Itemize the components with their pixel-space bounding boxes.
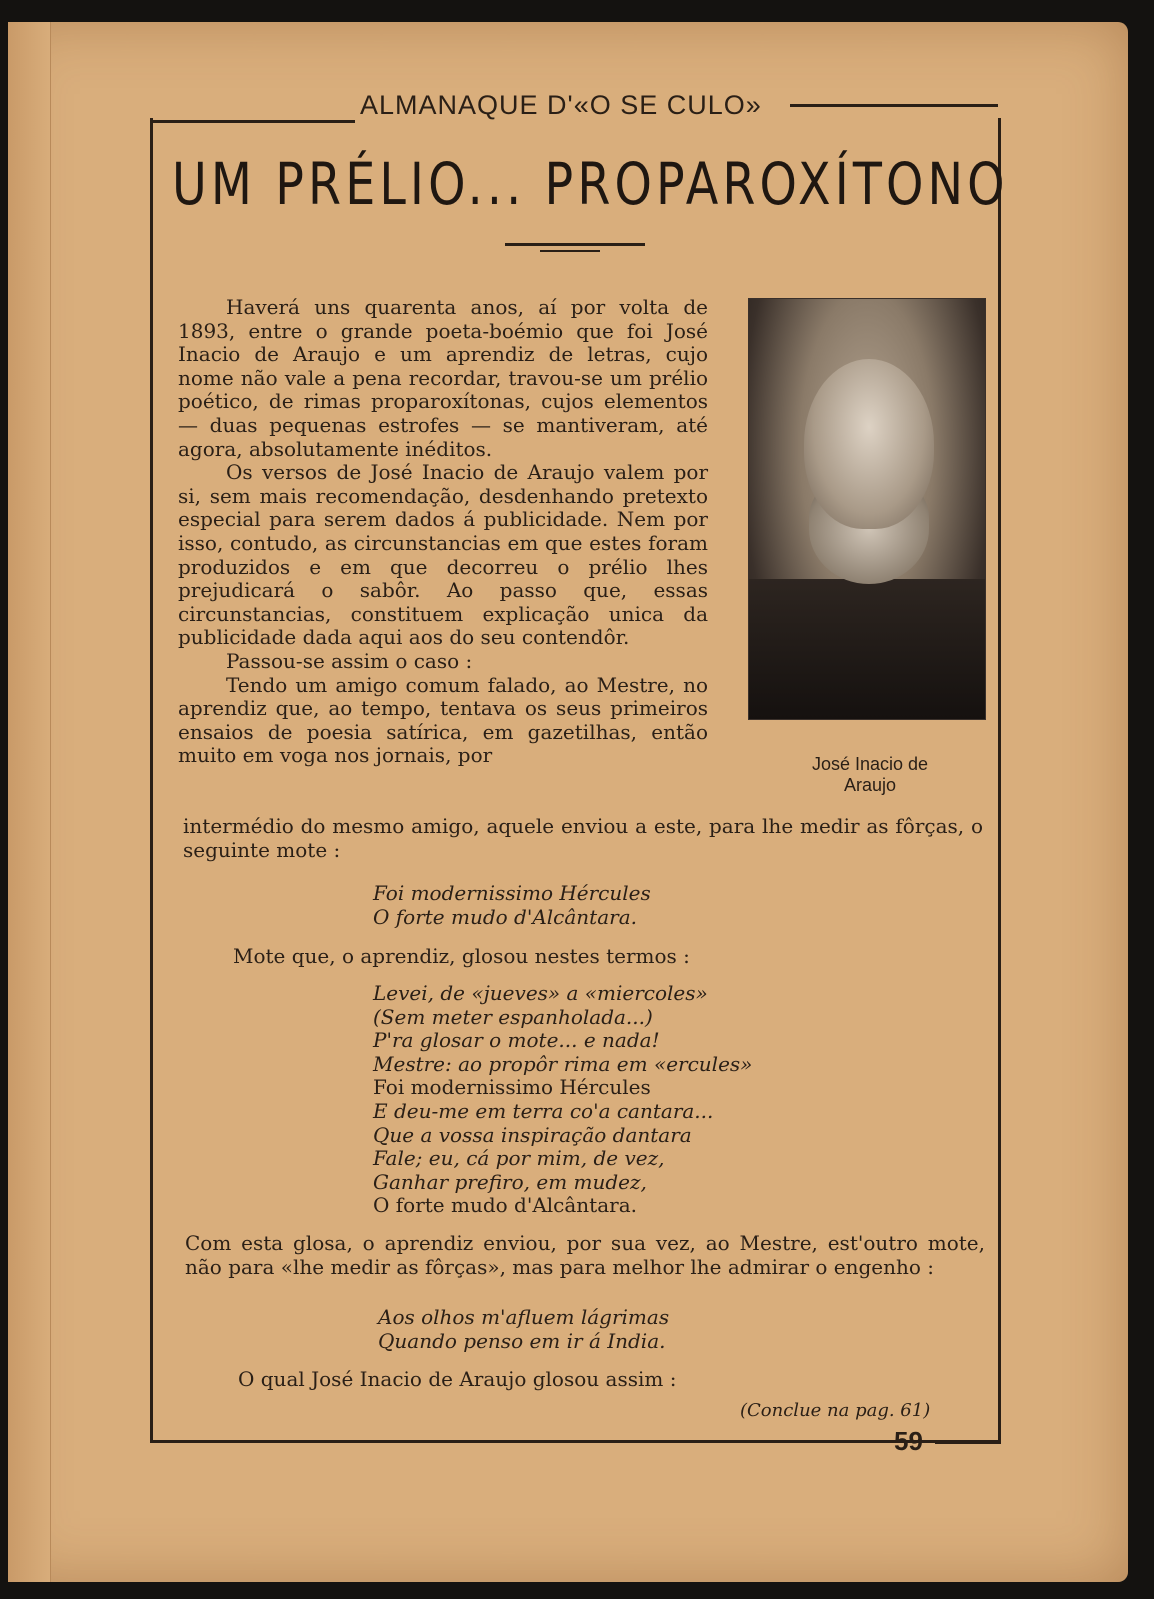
paragraph-amigo: Tendo um amigo comum falado, ao Mestre, no aprendiz que, ao tempo, tentava os seus primeiros ensaios de poesia satírica, em gazetilhas, então muito em voga nos jornais, por: [178, 672, 708, 768]
glosa-line: Ganhar prefiro, em mudez,: [373, 1169, 647, 1194]
portrait-photo: [748, 298, 986, 720]
title-ornament-small: [540, 250, 600, 252]
running-head: ALMANAQUE D'«O SE CULO»: [360, 90, 762, 120]
glosa-line: Levei, de «jueves» a «miercoles»: [373, 981, 708, 1005]
paragraph-qual: O qual José Inacio de Araujo glosou assim :: [238, 1367, 677, 1391]
paragraph-com-esta-glosa: Com esta glosa, o aprendiz enviou, por sua vez, ao Mestre, est'outro mote, não para «lhe medir as fôrças», mas para melhor lhe admirar o engenho :: [185, 1231, 985, 1279]
mote-verse-2: Aos olhos m'afluem lágrimas Quando penso em ir á India.: [378, 1305, 670, 1353]
glosa-line: Mestre: ao propôr rima em «ercules»: [373, 1051, 753, 1076]
mote-verse-1: Foi modernissimo Hércules O forte mudo d'Alcântara.: [373, 881, 651, 929]
paragraph-caso: Passou-se assim o caso :: [226, 648, 473, 673]
paragraph-intro: Haverá uns quarenta anos, aí por volta de 1893, entre o grande poeta-boémio que foi José Inacio de Araujo e um aprendiz de letras, cujo nome não vale a pena recordar, travou-se um prélio poético, de rimas proparoxítonas, cujos elementos — duas pequenas estrofes — se mantiveram, até agora, absolutamente inéditos.: [178, 295, 708, 461]
header-rule-right: [790, 104, 998, 107]
article-column: [178, 296, 708, 768]
glosa-line: Que a vossa inspiração dantara: [373, 1122, 692, 1147]
glosa-line: Fale; eu, cá por mim, de vez,: [373, 1146, 665, 1171]
glosa-line: P'ra glosar o mote... e nada!: [373, 1028, 660, 1053]
glosa-verse: [373, 982, 752, 1218]
footer-rule-right: [935, 1441, 1001, 1444]
paragraph-intermedio: intermédio do mesmo amigo, aquele enviou a este, para lhe medir as fôrças, o seguinte mote :: [183, 814, 983, 862]
glosa-line: O forte mudo d'Alcântara.: [373, 1193, 637, 1218]
glosa-line: (Sem meter espanholada...): [373, 1004, 653, 1029]
page-spine: [8, 22, 51, 1582]
mote-intro: Mote que, o aprendiz, glosou nestes termos :: [233, 944, 690, 968]
continued-note: (Conclue na pag. 61): [740, 1400, 931, 1421]
photo-caption: José Inacio de Araujo: [811, 754, 929, 795]
glosa-line: Foi modernissimo Hércules: [373, 1075, 651, 1100]
page-number: 59: [894, 1426, 923, 1456]
paragraph-versos: Os versos de José Inacio de Araujo valem por si, sem mais recomendação, desdenhando pretexto especial para serem dados á publicidade. Nem por isso, contudo, as circunstancias em que estes foram produzidos e em que decorreu o prélio lhes prejudicará o sabôr. Ao passo que, essas circunstancias, constituem explicação unica da publicidade dada aqui aos do seu contendôr.: [178, 460, 708, 650]
title-ornament: [505, 243, 645, 246]
article-title: UM PRÉLIO... PROPAROXÍTONO: [172, 150, 1009, 218]
glosa-line: E deu-me em terra co'a cantara...: [373, 1098, 714, 1123]
